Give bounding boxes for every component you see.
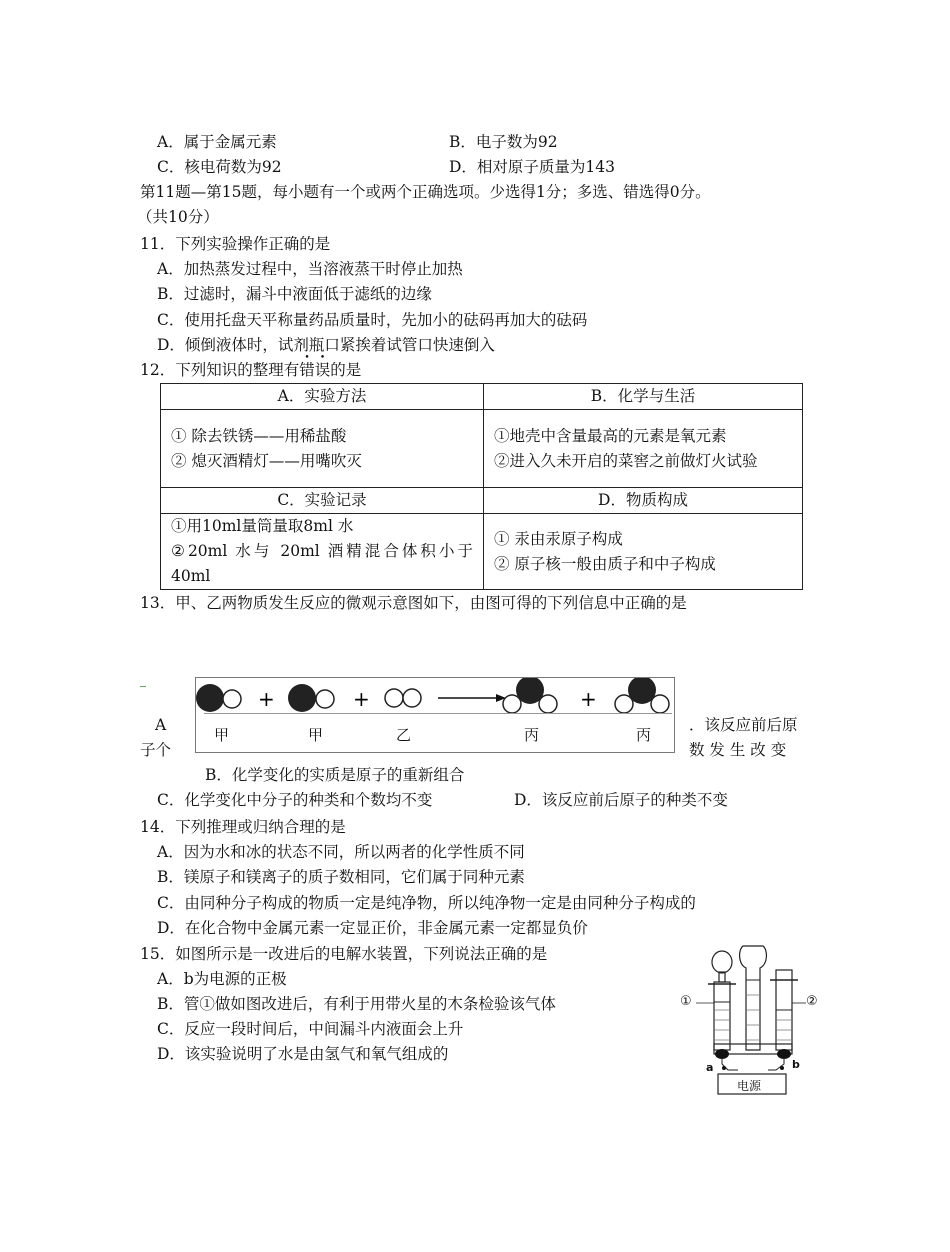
table-b-item-1: ①地壳中含量最高的元素是氧元素	[494, 426, 727, 445]
section-instruction: 第11题—第15题，每小题有一个或两个正确选项。少选得1分；多选、错选得0分。	[140, 183, 711, 201]
q12-stem-post: 的是	[330, 361, 362, 379]
q15-option-c: C．反应一段时间后，中间漏斗内液面会上升	[157, 1020, 464, 1038]
left-tube-bulb	[712, 951, 732, 973]
q15-option-a: A．b为电源的正极	[157, 970, 287, 988]
q15-stem: 15．如图所示是一改进后的电解水装置，下列说法正确的是	[140, 945, 548, 963]
yi-molecule-atom-1	[385, 689, 403, 707]
tube-1-label: ①	[680, 994, 692, 1009]
q10-option-a: A．属于金属元素	[157, 133, 277, 151]
table-head-d: D．物质构成	[484, 488, 803, 514]
yi-molecule-atom-2	[403, 689, 421, 707]
q12-stem-emphasis-1: 错	[299, 361, 315, 379]
table-head-b: B．化学与生活	[484, 384, 803, 410]
q14-option-a: A．因为水和冰的状态不同，所以两者的化学性质不同	[157, 843, 525, 861]
power-source-label: 电源	[737, 1079, 762, 1093]
q10-option-d: D．相对原子质量为143	[449, 158, 616, 176]
q13-option-a-text-2: 子个	[140, 741, 172, 759]
q11-option-b: B．过滤时，漏斗中液面低于滤纸的边缘	[157, 285, 432, 303]
label-jia-2: 甲	[308, 726, 324, 744]
label-jia-1: 甲	[214, 726, 230, 744]
left-electrode	[715, 1049, 729, 1059]
bing-molecule-1-light-atom-1	[503, 695, 521, 713]
bing-molecule-1-light-atom-2	[539, 695, 557, 713]
table-c-item-1: ①用10ml量筒量取8ml 水	[171, 517, 354, 535]
terminal-b-label: b	[792, 1058, 800, 1071]
stray-mark	[140, 686, 146, 687]
q13-stem: 13．甲、乙两物质发生反应的微观示意图如下，由图可得的下列信息中正确的是	[140, 594, 687, 612]
table-a-item-1: ① 除去铁锈——用稀盐酸	[171, 426, 347, 445]
right-electrode	[777, 1049, 791, 1059]
table-head-a: A．实验方法	[161, 384, 484, 410]
q14-stem: 14．下列推理或归纳合理的是	[140, 818, 346, 836]
reaction-label-strip	[204, 713, 672, 752]
q13-option-d: D．该反应前后原子的种类不变	[514, 791, 728, 809]
section-points: （共10分）	[137, 208, 219, 226]
table-cell-b	[484, 410, 803, 488]
q11-stem: 11．下列实验操作正确的是	[140, 235, 331, 253]
q11-option-d: D．倾倒液体时，试剂瓶口紧挨着试管口快速倒入	[157, 336, 495, 354]
table-a-item-2: ② 熄灭酒精灯——用嘴吹灭	[171, 451, 362, 470]
q14-option-b: B．镁原子和镁离子的质子数相同，它们属于同种元素	[157, 868, 525, 886]
q11-option-c: C．使用托盘天平称量药品质量时，先加小的砝码再加大的砝码	[157, 311, 588, 329]
electrolysis-apparatus-figure	[680, 940, 830, 1100]
bing-molecule-2-light-atom-1	[615, 695, 633, 713]
table-cell-a	[161, 410, 484, 488]
table-c-item-2: ②20ml 水与 20ml 酒精混合体积小于	[171, 542, 473, 560]
table-head-c: C．实验记录	[161, 488, 484, 514]
q13-option-c: C．化学变化中分子的种类和个数均不变	[157, 791, 433, 809]
middle-funnel-bulb	[740, 946, 767, 1050]
jia-molecule-1-dark-atom	[196, 684, 224, 712]
q14-option-c: C．由同种分子构成的物质一定是纯净物，所以纯净物一定是由同种分子构成的	[157, 894, 696, 912]
q13-option-a-text-1: ．该反应前后原	[689, 716, 798, 734]
table-cell-c	[161, 514, 484, 590]
table-d-item-2: ② 原子核一般由质子和中子构成	[494, 554, 716, 573]
plus-sign-1: +	[258, 687, 275, 711]
table-b-item-2: ②进入久未开启的菜窖之前做灯火试验	[494, 451, 758, 470]
q10-option-c: C．核电荷数为92	[157, 158, 282, 176]
bing-molecule-2-light-atom-2	[651, 695, 669, 713]
tube-2-label: ②	[806, 994, 818, 1009]
q15-option-d: D．该实验说明了水是由氢气和氧气组成的	[157, 1045, 449, 1063]
table-c-item-3: 40ml	[171, 567, 211, 585]
q12-stem-pre: 12．下列知识的整理有	[140, 361, 300, 379]
q10-option-b: B．电子数为92	[449, 133, 558, 151]
q13-option-a-text-3: 数 发 生 改 变	[689, 741, 787, 759]
q14-option-d: D．在化合物中金属元素一定显正价，非金属元素一定都显负价	[157, 919, 588, 937]
q12-stem	[140, 360, 361, 380]
table-cell-d	[484, 514, 803, 590]
plus-sign-3: +	[580, 687, 597, 711]
q12-knowledge-table	[160, 383, 803, 590]
jia-molecule-2-dark-atom	[288, 684, 316, 712]
terminal-a-label: a	[706, 1061, 714, 1074]
q15-option-b: B．管①做如图改进后，有利于用带火星的木条检验该气体	[157, 995, 556, 1013]
label-yi: 乙	[396, 726, 412, 744]
terminal-a-dot	[722, 1066, 726, 1070]
q11-option-a: A．加热蒸发过程中，当溶液蒸干时停止加热	[157, 260, 463, 278]
q13-option-b: B．化学变化的实质是原子的重新组合	[205, 766, 465, 784]
plus-sign-2: +	[353, 687, 370, 711]
jia-molecule-1-light-atom	[223, 690, 241, 708]
label-bing-1: 丙	[524, 726, 540, 744]
electrolysis-apparatus-svg	[680, 940, 830, 1100]
terminal-b-dot	[780, 1066, 784, 1070]
label-bing-2: 丙	[636, 726, 652, 744]
jia-molecule-2-light-atom	[316, 690, 334, 708]
q13-option-a-letter: A	[155, 716, 167, 734]
q12-stem-emphasis-2: 误	[314, 361, 331, 379]
table-d-item-1: ① 汞由汞原子构成	[494, 529, 623, 548]
